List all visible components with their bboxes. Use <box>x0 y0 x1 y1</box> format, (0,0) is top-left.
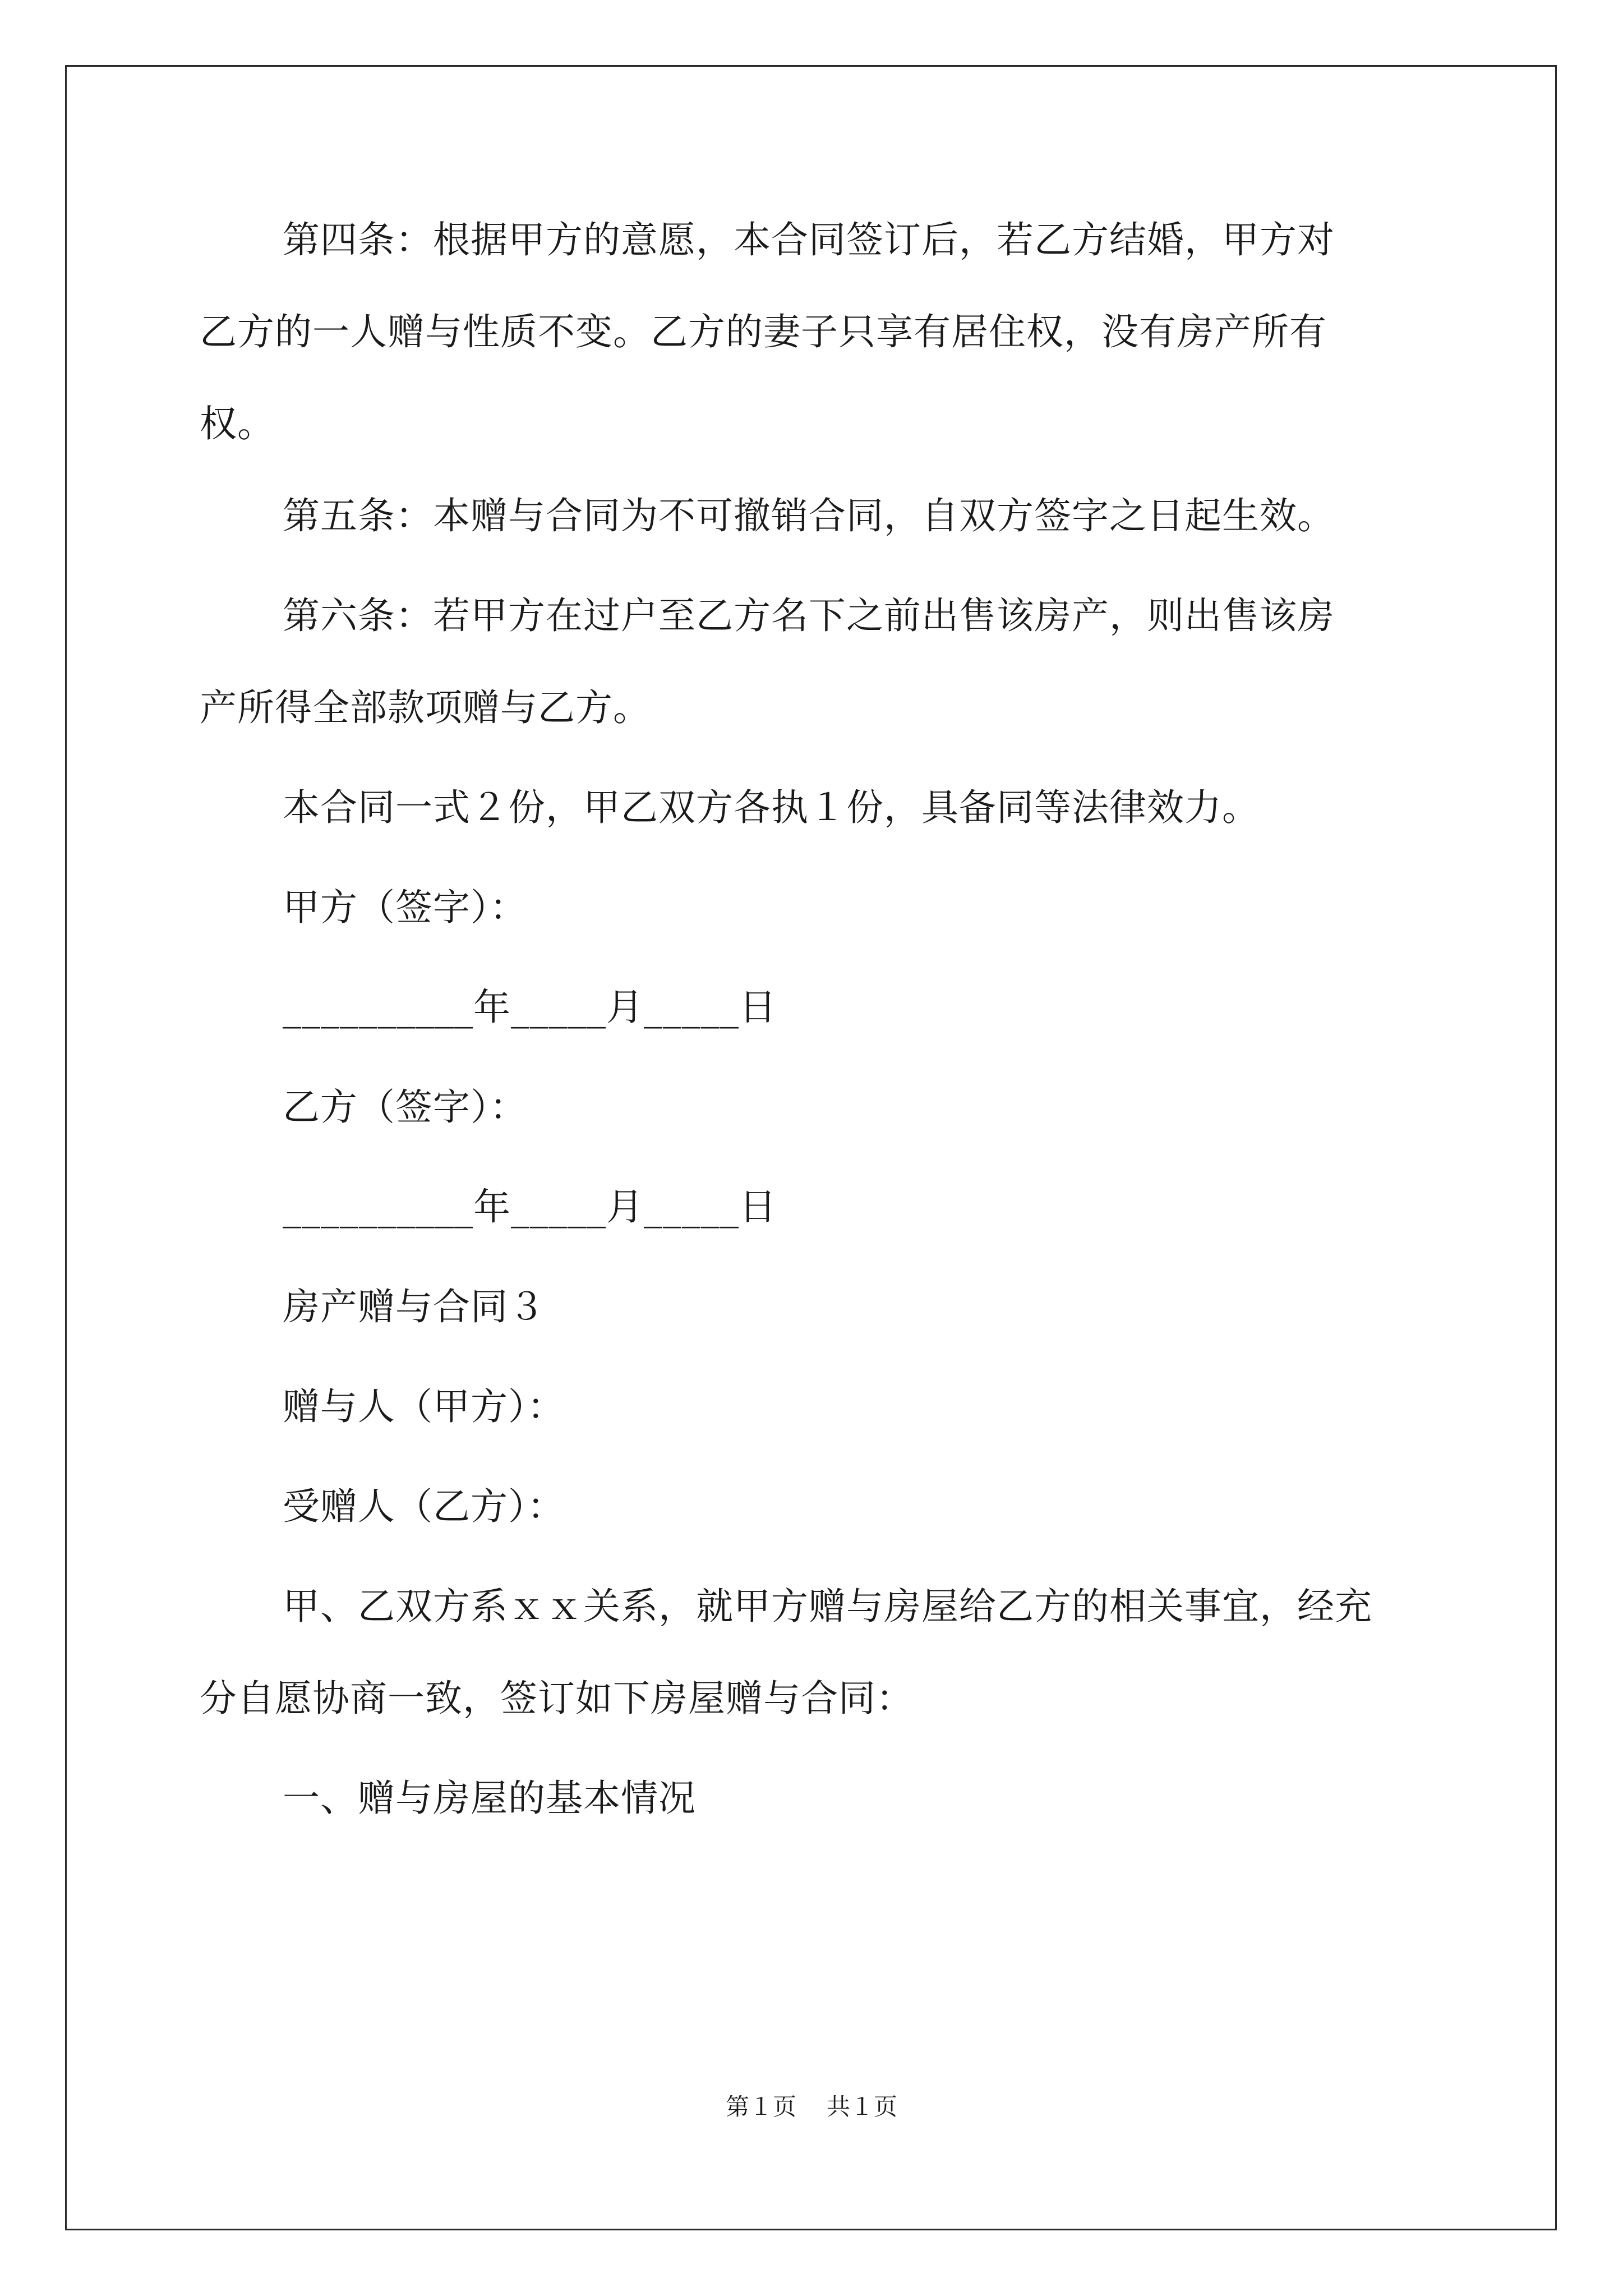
signature-party-a <box>200 886 1428 929</box>
donee-label: 受赠人（乙方）： <box>283 1485 565 1528</box>
text-line: 乙方的一人赠与性质不变。乙方的妻子只享有居住权，没有房产所有 <box>200 310 1327 353</box>
section-heading-1 <box>200 1777 1428 1820</box>
document-body <box>200 218 1428 1820</box>
date-line-party-a <box>200 986 1428 1029</box>
paragraph-copies <box>200 786 1428 829</box>
date-blank-line: __________年_____月_____日 <box>283 1185 777 1228</box>
text-line: 第五条：本赠与合同为不可撤销合同，自双方签字之日起生效。 <box>283 494 1335 537</box>
page-footer <box>0 2095 1623 2119</box>
text-line: 本合同一式２份，甲乙双方各执１份，具备同等法律效力。 <box>283 786 1260 829</box>
page-number-current: 第１页 <box>725 2093 796 2120</box>
text-line: 分自愿协商一致，签订如下房屋赠与合同： <box>200 1677 914 1720</box>
page-number-total: 共１页 <box>827 2093 898 2120</box>
section-heading: 一、赠与房屋的基本情况 <box>283 1777 696 1820</box>
text-line: 甲、乙双方系ｘｘ关系，就甲方赠与房屋给乙方的相关事宜，经充 <box>283 1585 1372 1628</box>
text-line: 产所得全部款项赠与乙方。 <box>200 686 651 729</box>
donor-label: 赠与人（甲方）： <box>283 1385 565 1428</box>
party-b-signature-label: 乙方（签字）： <box>283 1085 527 1129</box>
paragraph-article-5 <box>200 494 1428 537</box>
contract-3-title <box>200 1285 1428 1328</box>
paragraph-preamble <box>200 1585 1428 1720</box>
donor-field <box>200 1385 1428 1428</box>
text-line: 权。 <box>200 402 275 445</box>
party-a-signature-label: 甲方（签字）： <box>283 886 527 929</box>
text-line: 第六条：若甲方在过户至乙方名下之前出售该房产，则出售该房 <box>283 594 1335 637</box>
section-title: 房产赠与合同３ <box>283 1285 546 1328</box>
paragraph-article-4 <box>200 218 1428 445</box>
donee-field <box>200 1485 1428 1528</box>
paragraph-article-6 <box>200 594 1428 729</box>
date-line-party-b <box>200 1185 1428 1228</box>
signature-party-b <box>200 1085 1428 1129</box>
text-line: 第四条：根据甲方的意愿，本合同签订后，若乙方结婚，甲方对 <box>283 218 1335 261</box>
date-blank-line: __________年_____月_____日 <box>283 986 777 1029</box>
